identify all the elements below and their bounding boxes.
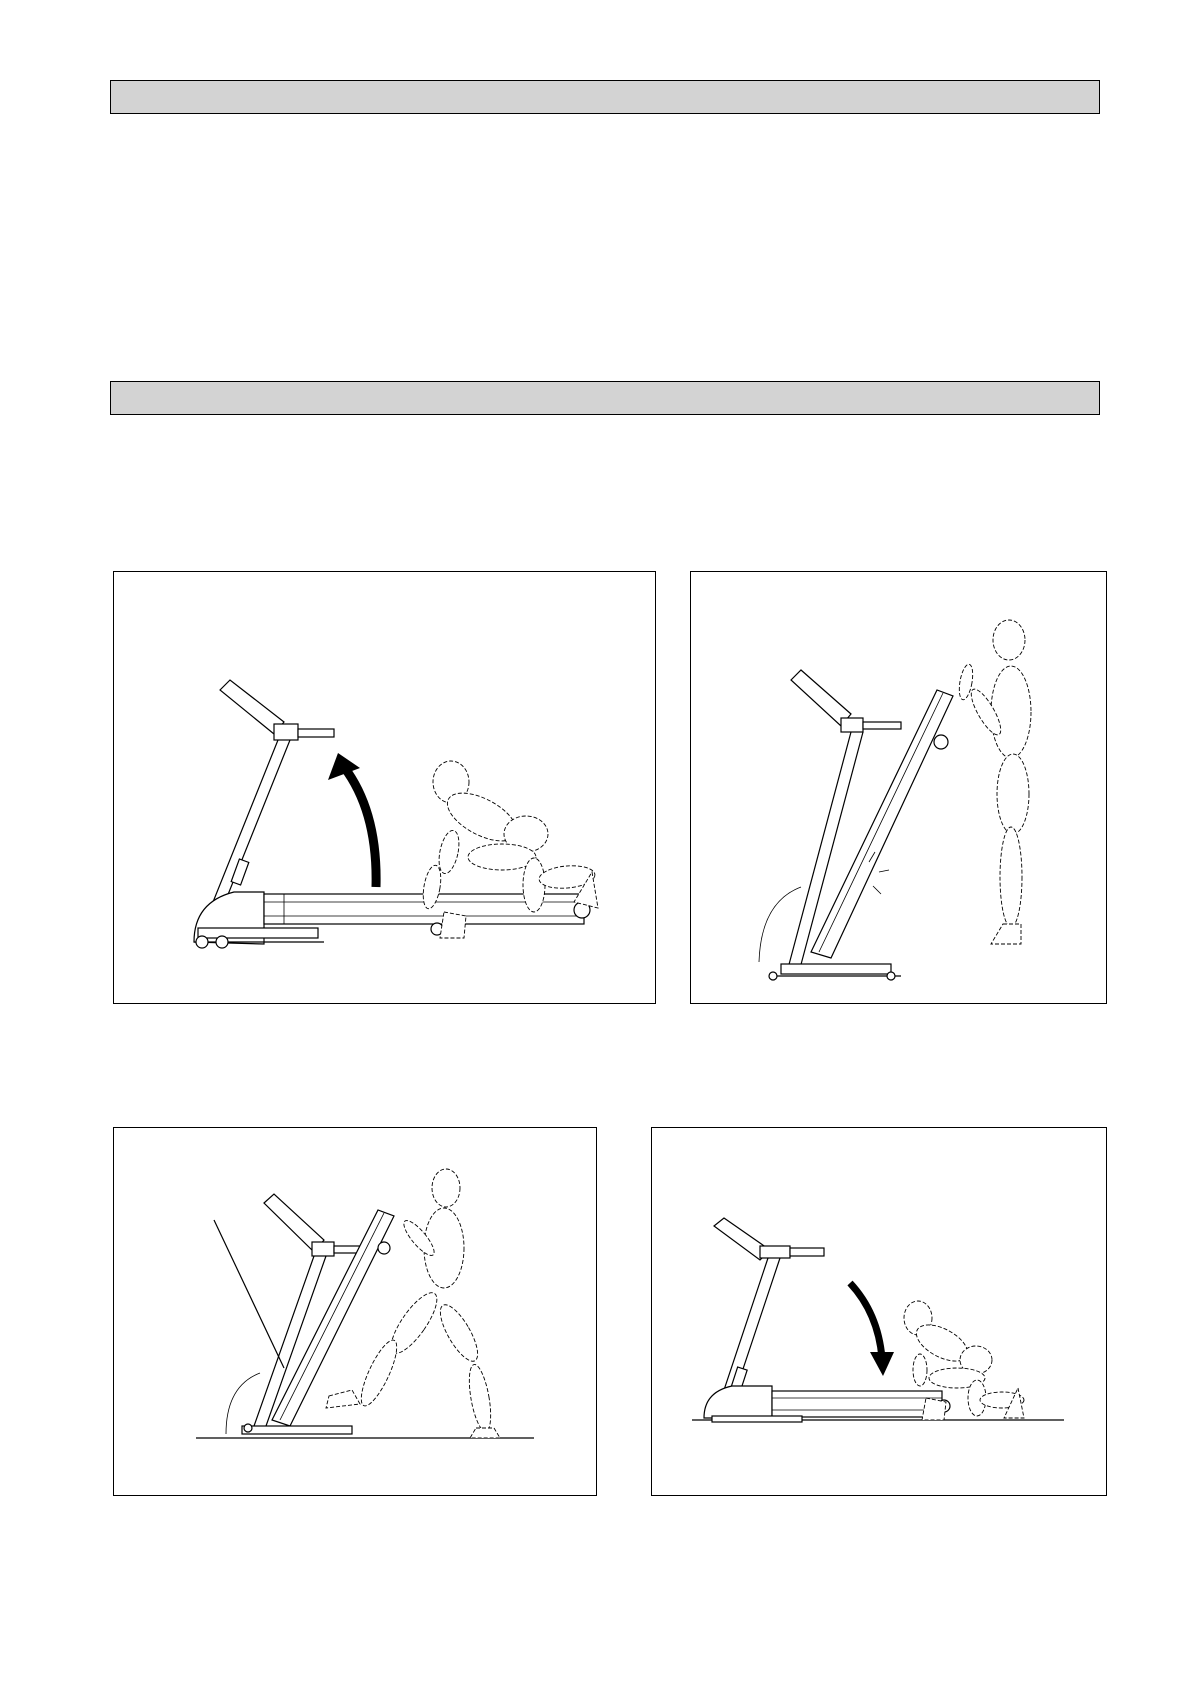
figure-3-drawing (114, 1128, 598, 1497)
treadmill-unfolded (692, 1218, 1064, 1422)
person-pushing (326, 1169, 500, 1438)
treadmill-folded (759, 670, 953, 980)
figure-4-lower-deck (651, 1127, 1107, 1496)
figure-1-lift-deck (113, 571, 656, 1004)
figure-2-folded-upright (690, 571, 1107, 1004)
figure-1-drawing (114, 572, 657, 1005)
figure-3-release-latch (113, 1127, 597, 1496)
arrow-up-icon (328, 753, 376, 887)
section-header-2 (110, 381, 1100, 415)
section-header-1 (110, 80, 1100, 114)
figure-2-drawing (691, 572, 1108, 1005)
arrow-down-icon (850, 1283, 894, 1376)
figure-4-drawing (652, 1128, 1108, 1497)
person-standing (957, 620, 1031, 944)
